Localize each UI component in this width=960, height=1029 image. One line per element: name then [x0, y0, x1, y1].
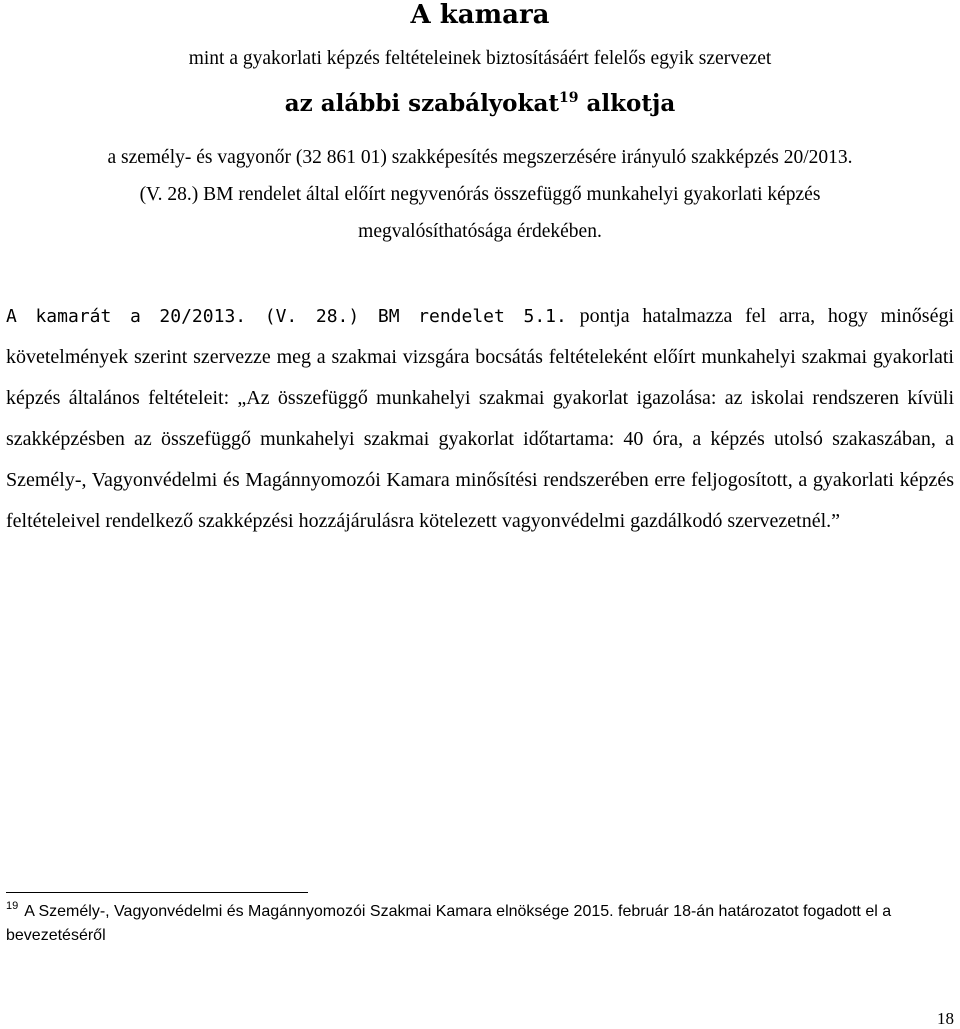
page-title: A kamara: [410, 0, 550, 30]
intro-line-1: a személy- és vagyonőr (32 861 01) szakképesítés megszerzésére irányuló szakképzés 20/2013.: [107, 147, 853, 168]
body-text-part-2: pontja hatalmazza fel arra, hogy minőségi követelmények szerint szervezze meg a szakmai vizsgára bocsátás feltételeként előírt munkahelyi szakmai gyakorlati képzés általános feltételeit: „Az összefüggő munkahelyi szakmai gyakorlat igazolása: az iskolai rendszeren kívüli szakképzésben az összefüggő munkahelyi szakmai gyakorlat időtartama: 40 óra, a képzés utolsó szakaszában, a Személy-, Vagyonvédelmi és Magánnyomozói Kamara minősítési rendszerében erre feljogosított, a gyakorlati képzés feltételeivel rendelkező szakképzési hozzájárulásra kötelezett vagyonvédelmi gazdálkodó szervezetnél.”: [6, 305, 955, 532]
body-text-part-1: A kamarát a 20/2013. (V. 28.) BM rendelet 5.1.: [6, 306, 567, 327]
heading-text: az alábbi szabályokat: [284, 90, 559, 117]
footnote-reference[interactable]: 19: [558, 90, 579, 106]
page-subtitle: mint a gyakorlati képzés feltételeinek biztosításáért felelős egyik szervezet: [188, 48, 772, 69]
footnote-number: 19: [6, 900, 19, 912]
footnote-text: A Személy-, Vagyonvédelmi és Magánnyomozói Szakmai Kamara elnöksége 2015. február 18-án határozatot fogadott el a bevezetéséről: [6, 903, 892, 944]
footnote-separator: [6, 892, 308, 893]
section-heading: [0, 88, 960, 120]
intro-paragraph: [0, 139, 960, 250]
intro-line-3: megvalósíthatósága érdekében.: [358, 221, 602, 242]
intro-line-2: (V. 28.) BM rendelet által előírt negyvenórás összefüggő munkahelyi gyakorlati képzés: [139, 184, 821, 205]
footnote: [6, 900, 954, 948]
page-number: 18: [937, 1009, 954, 1028]
body-paragraph: [6, 296, 954, 542]
heading-text-after: alkotja: [578, 90, 676, 117]
